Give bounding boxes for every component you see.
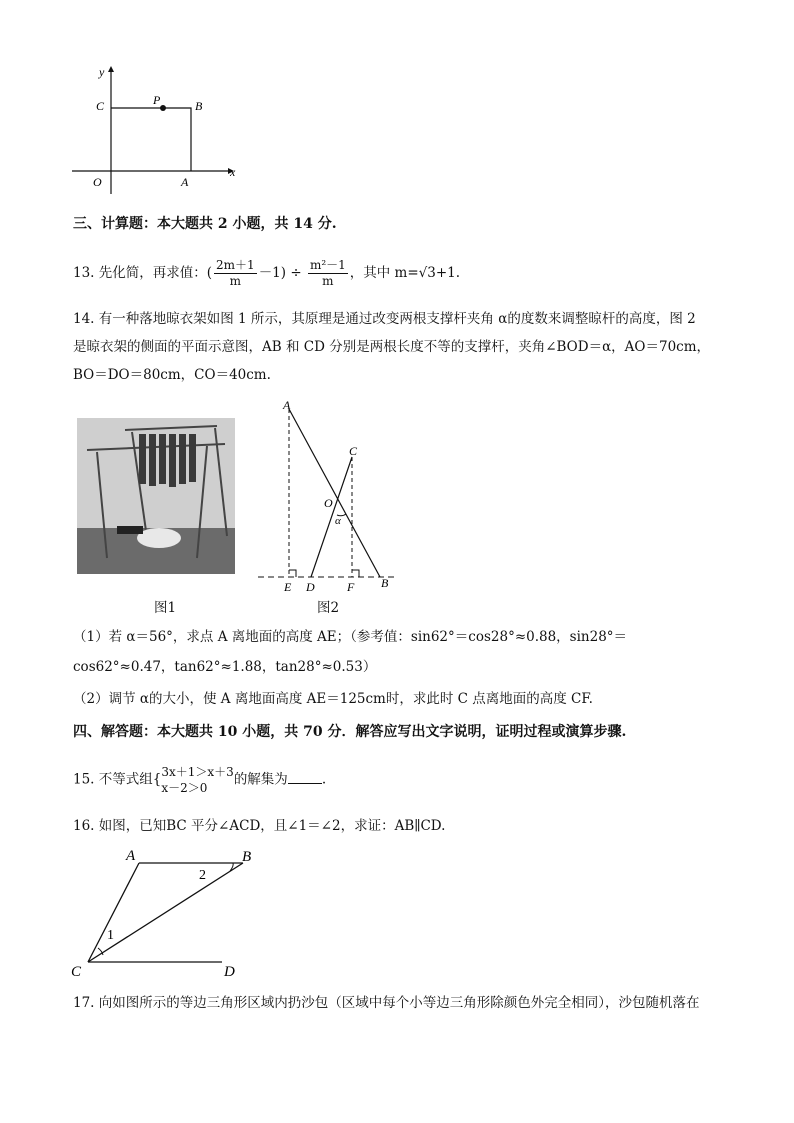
point-C-label: C — [96, 99, 105, 113]
fig2-label-E: E — [284, 580, 292, 594]
question-15: 15. 不等式组{ 3x＋1＞x＋3 x－2＞0 的解集为 . — [73, 765, 327, 795]
fig2-label-F: F — [347, 580, 355, 594]
point-B-label: B — [195, 99, 203, 113]
section-4-title: 四、解答题：本大题共 10 小题，共 70 分．解答应写出文字说明，证明过程或演算步骤. — [73, 724, 627, 740]
q13-prefix: 13. 先化简，再求值：( — [73, 265, 213, 281]
figure-1-caption: 图1 — [154, 600, 177, 616]
q16-label-D: D — [224, 964, 235, 980]
q14-line-2: 是晾衣架的侧面的平面示意图，AB 和 CD 分别是两根长度不等的支撑杆，夹角∠BOD＝α，AO＝70cm， — [73, 339, 711, 355]
q13-fraction-1: $\frac{2m+1}{m}$ — [216, 258, 255, 288]
q13-tail: ，其中 m=√3+1. — [349, 265, 461, 281]
q15-prefix: 15. 不等式组{ — [73, 771, 162, 788]
drying-rack-photo — [77, 418, 235, 574]
q16-text: 16. 如图，已知BC 平分∠ACD，且∠1＝∠2，求证：AB∥CD. — [73, 818, 446, 834]
q16-figure — [68, 845, 258, 980]
fig2-label-O: O — [324, 496, 333, 510]
q16-angle-1: 1 — [107, 928, 114, 943]
point-O-label: O — [93, 175, 102, 189]
q16-label-B: B — [242, 849, 252, 865]
q16-label-A: A — [126, 848, 136, 864]
point-P-label: P — [153, 93, 161, 107]
q13-mid: －1) ÷ — [258, 265, 306, 281]
fig2-label-A: A — [283, 398, 291, 412]
q15-inequality-system: 3x＋1＞x＋3 x－2＞0 — [161, 765, 234, 795]
figure-2-diagram — [250, 395, 400, 595]
q13-fraction-2: $\frac{\text{m²－1}}{m}$ — [309, 258, 346, 288]
question-13 — [73, 258, 460, 289]
figure-2-caption: 图2 — [317, 600, 340, 616]
fig2-label-alpha: α — [335, 515, 341, 527]
coordinate-figure — [68, 60, 248, 200]
q16-label-C: C — [71, 964, 82, 980]
answer-blank[interactable] — [288, 771, 322, 784]
q16-angle-2: 2 — [199, 868, 206, 883]
fig2-label-B: B — [381, 576, 389, 590]
x-axis-label: x — [230, 165, 236, 179]
fig2-label-D: D — [306, 580, 315, 594]
q14-part-2: （2）调节 α的大小，使 A 离地面高度 AE＝125cm时，求此时 C 点离地面的高度 CF. — [73, 691, 593, 707]
fig2-label-C: C — [349, 444, 358, 458]
q14-part-1-line-1: （1）若 α＝56°，求点 A 离地面的高度 AE；（参考值：sin62°＝cos28°≈0.88，sin28°＝ — [73, 629, 628, 645]
y-axis-label: y — [99, 65, 105, 79]
q17-text: 17. 向如图所示的等边三角形区域内扔沙包（区域中每个小等边三角形除颜色外完全相同），沙包随机落在 — [73, 995, 700, 1011]
point-A-label: A — [181, 175, 189, 189]
q14-line-1: 14. 有一种落地晾衣架如图 1 所示，其原理是通过改变两根支撑杆夹角 α的度数来调整晾杆的高度，图 2 — [73, 311, 696, 327]
q14-line-3: BO＝DO＝80cm，CO＝40cm. — [73, 367, 271, 383]
q14-part-1-line-2: cos62°≈0.47，tan62°≈1.88，tan28°≈0.53） — [73, 659, 377, 675]
section-3-title: 三、计算题：本大题共 2 小题，共 14 分. — [73, 216, 337, 232]
q15-suffix: 的解集为 — [233, 771, 288, 788]
